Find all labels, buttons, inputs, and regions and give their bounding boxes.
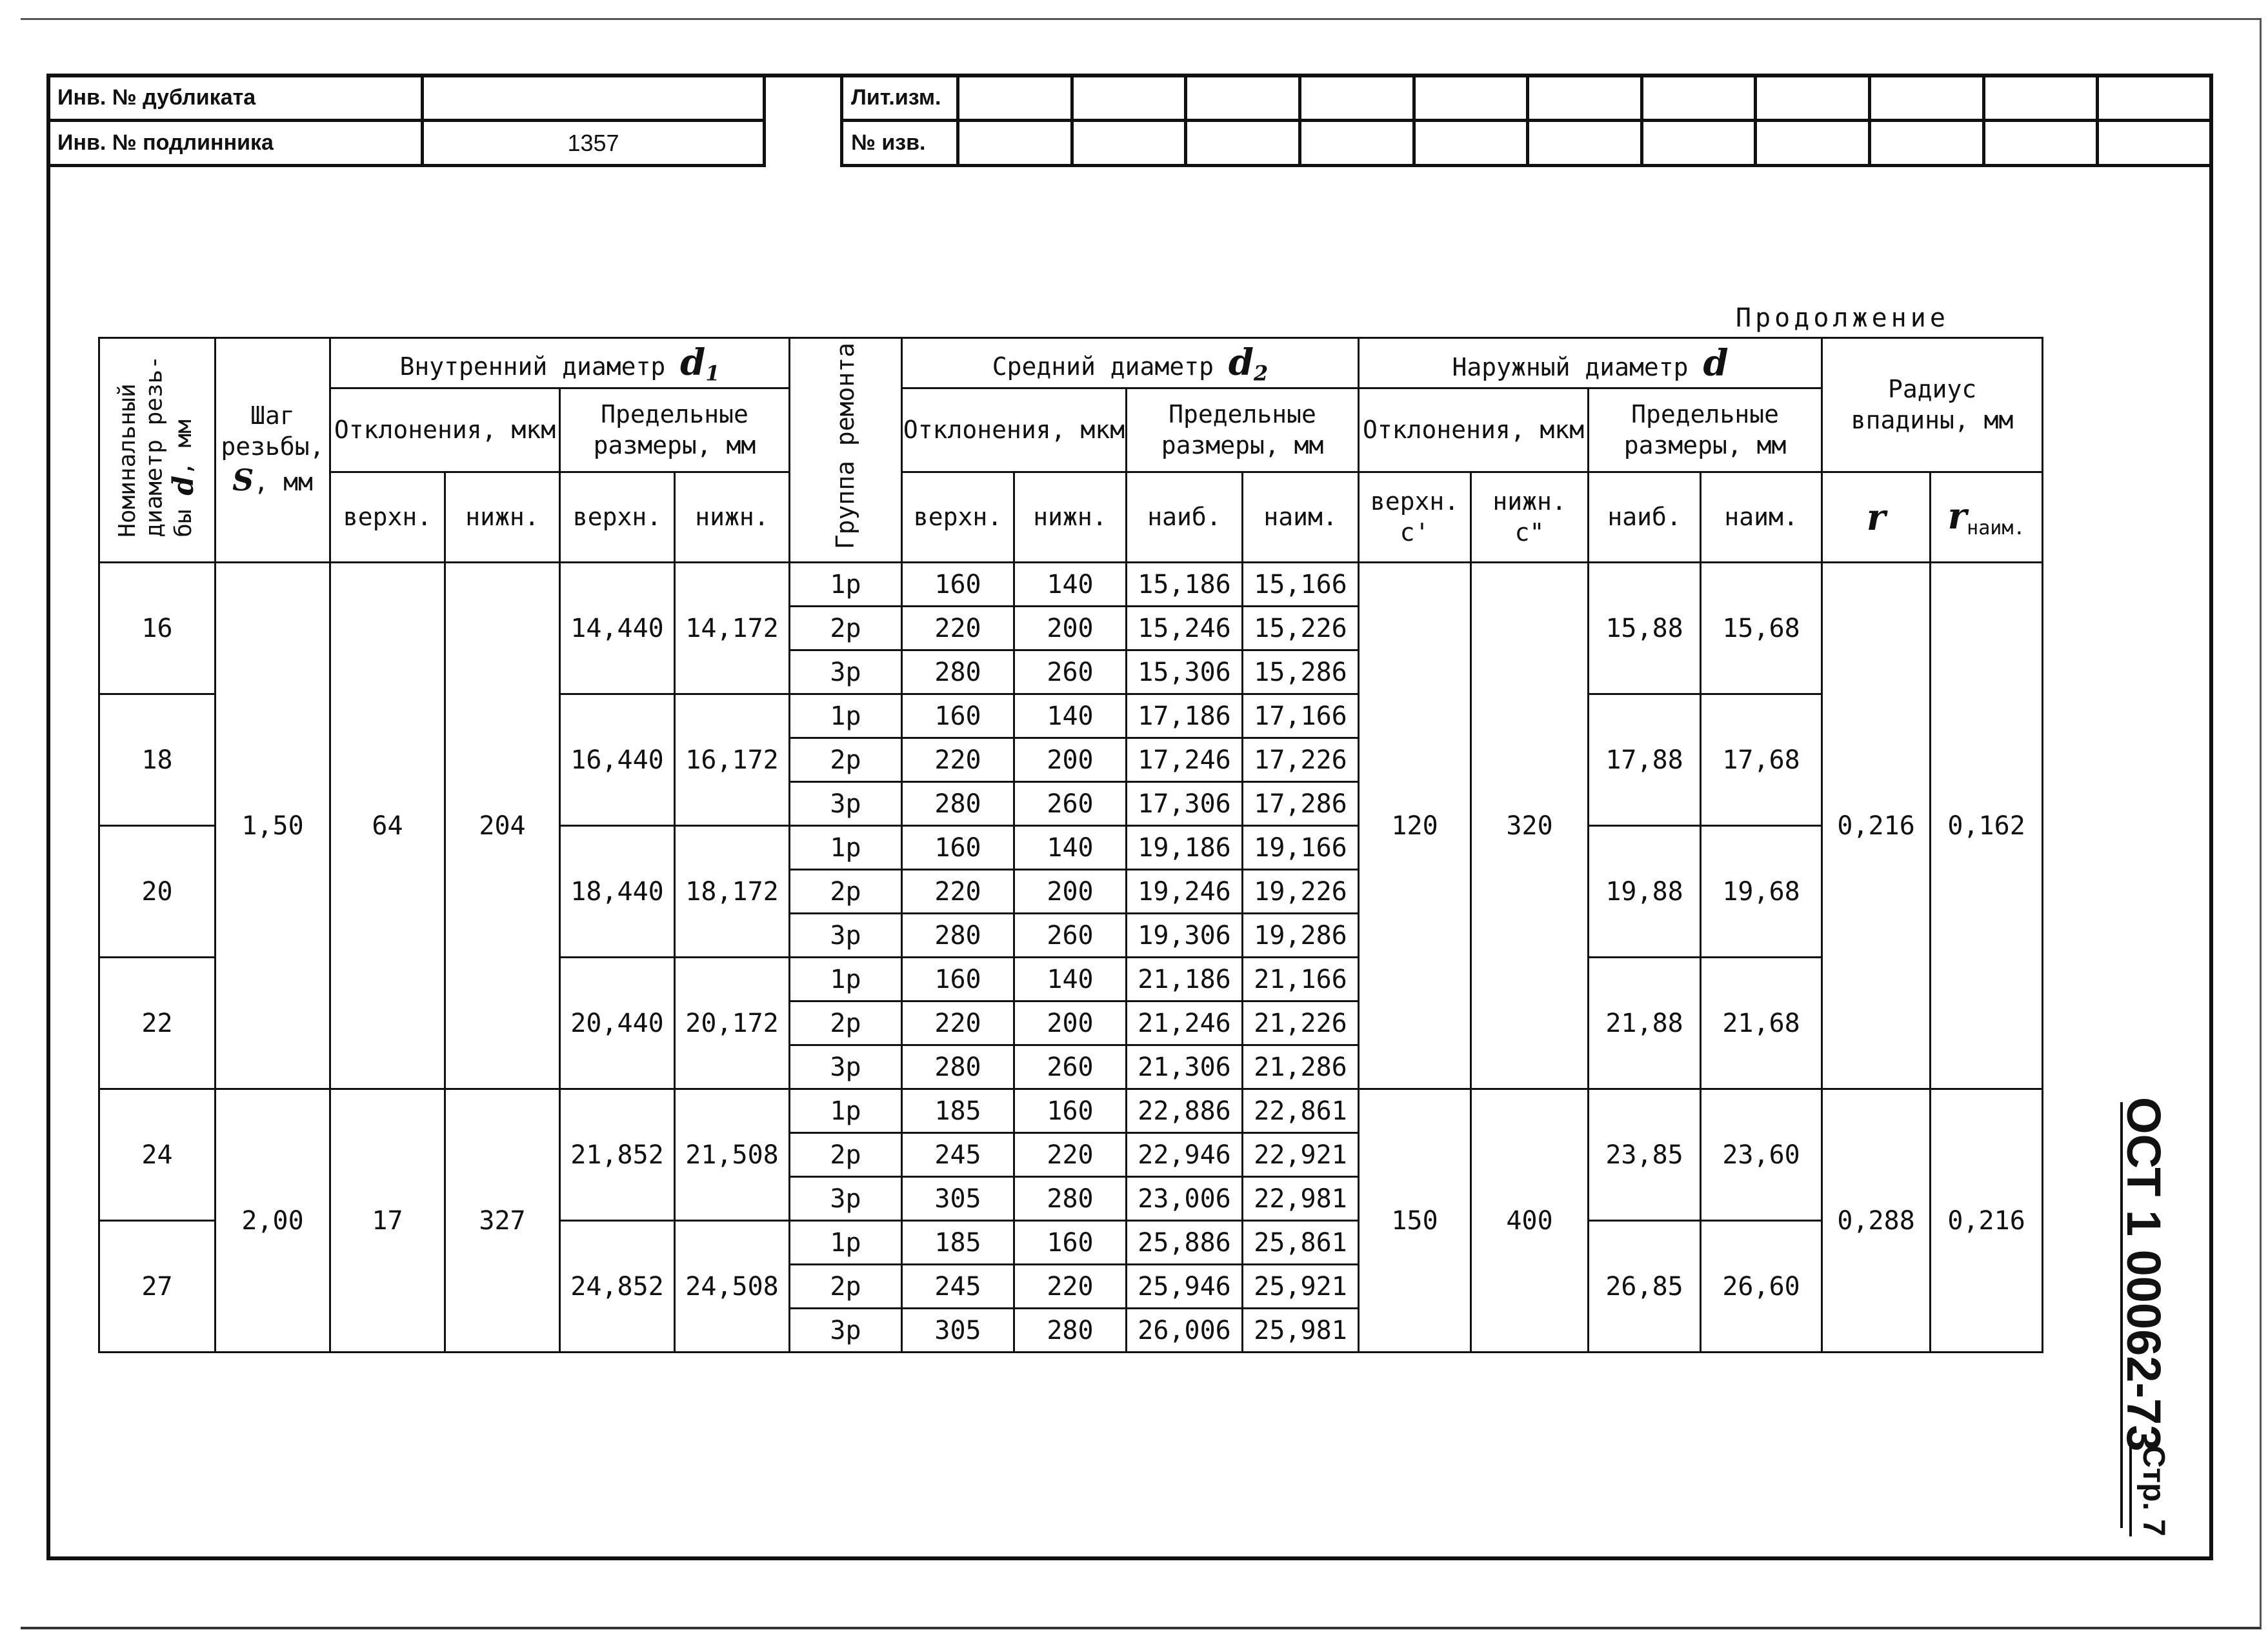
stamp-cell [1756, 75, 1870, 121]
middle-min-cell: 15,286 [1243, 650, 1359, 694]
document-code: ОСТ 1 00062-73 [2117, 1097, 2171, 1452]
middle-max-cell: 17,246 [1127, 738, 1243, 782]
middle-deviations-header: Отклонения, мкм [902, 388, 1127, 472]
inner-lower-limit-cell: 24,508 [675, 1221, 790, 1353]
middle-lower-dev-header: нижн. [1014, 472, 1127, 563]
stamp-cell [1072, 121, 1186, 166]
outer-max-cell: 19,88 [1589, 826, 1701, 958]
middle-lower-dev-cell: 140 [1014, 958, 1127, 1001]
radius-rmin-subscript: наим. [1967, 517, 2025, 540]
outer-max-cell: 21,88 [1589, 958, 1701, 1089]
radius-r-header [1822, 472, 1931, 563]
middle-max-cell: 17,306 [1127, 782, 1243, 826]
middle-lower-dev-cell: 200 [1014, 1001, 1127, 1045]
inner-upper-limit-cell: 18,440 [560, 826, 675, 958]
middle-min-cell: 19,166 [1243, 826, 1359, 870]
stamp-cell [1641, 75, 1756, 121]
middle-max-cell: 22,886 [1127, 1089, 1243, 1133]
outer-limits-header: Предельные размеры, мм [1589, 388, 1822, 472]
middle-diameter-subscript: 2 [1254, 361, 1269, 386]
middle-min-cell: 21,166 [1243, 958, 1359, 1001]
nominal-symbol: d [166, 475, 200, 496]
nominal-diameter-cell: 16 [99, 563, 216, 694]
repair-group-cell: 2р [790, 1133, 902, 1177]
stamp-cell [1186, 121, 1300, 166]
inner-diameter-header [330, 338, 790, 388]
middle-upper-dev-cell: 160 [902, 563, 1014, 607]
middle-min-cell: 22,981 [1243, 1177, 1359, 1221]
middle-max-cell: 23,006 [1127, 1177, 1243, 1221]
nominal-diameter-cell: 20 [99, 826, 216, 958]
stamp-cell [958, 121, 1072, 166]
middle-max-cell: 21,186 [1127, 958, 1243, 1001]
middle-min-cell: 25,921 [1243, 1265, 1359, 1309]
inner-diameter-title: Внутренний диаметр [399, 352, 666, 381]
middle-upper-dev-cell: 305 [902, 1177, 1014, 1221]
outer-max-cell: 15,88 [1589, 563, 1701, 694]
middle-lower-dev-cell: 140 [1014, 694, 1127, 738]
inner-lower-limit-cell: 14,172 [675, 563, 790, 694]
original-inventory-label: Инв. № подлинника [48, 121, 423, 166]
middle-min-cell: 15,166 [1243, 563, 1359, 607]
repair-group-header [790, 338, 902, 563]
stamp-cell [1300, 121, 1414, 166]
middle-lower-dev-cell: 260 [1014, 914, 1127, 958]
middle-max-cell: 25,886 [1127, 1221, 1243, 1265]
repair-group-cell: 2р [790, 738, 902, 782]
repair-group-cell: 1р [790, 1089, 902, 1133]
outer-upper-dev-cell: 120 [1359, 563, 1471, 1089]
repair-group-cell: 3р [790, 914, 902, 958]
middle-max-cell: 17,186 [1127, 694, 1243, 738]
inner-upper-dev-cell: 17 [330, 1089, 445, 1353]
outer-min-cell: 19,68 [1701, 826, 1822, 958]
outer-max-cell: 17,88 [1589, 694, 1701, 826]
middle-lower-dev-cell: 220 [1014, 1133, 1127, 1177]
radius-rmin-cell: 0,162 [1931, 563, 2043, 1089]
repair-group-cell: 1р [790, 1221, 902, 1265]
middle-upper-dev-cell: 280 [902, 782, 1014, 826]
stamp-cell [1528, 75, 1642, 121]
outer-min-cell: 26,60 [1701, 1221, 1822, 1353]
stamp-cell [1983, 121, 2098, 166]
middle-min-cell: 21,286 [1243, 1045, 1359, 1089]
outer-min-cell: 15,68 [1701, 563, 1822, 694]
inner-diameter-symbol: d [680, 341, 706, 384]
middle-lower-dev-cell: 260 [1014, 782, 1127, 826]
nominal-diameter-cell: 24 [99, 1089, 216, 1221]
middle-diameter-title: Средний диаметр [992, 352, 1214, 381]
notice-number-label: № изв. [842, 121, 958, 166]
inner-upper-limit-cell: 21,852 [560, 1089, 675, 1221]
inner-upper-limit-header: верхн. [560, 472, 675, 563]
middle-limits-header: Предельные размеры, мм [1127, 388, 1359, 472]
middle-lower-dev-cell: 260 [1014, 650, 1127, 694]
inner-lower-dev-cell: 204 [445, 563, 560, 1089]
middle-max-cell: 15,306 [1127, 650, 1243, 694]
repair-group-text: Группа ремонта [830, 343, 859, 550]
nominal-header-line2: диаметр резь- [141, 355, 168, 538]
middle-upper-dev-cell: 160 [902, 826, 1014, 870]
middle-min-cell: 17,226 [1243, 738, 1359, 782]
continuation-label: Продолжение [1736, 303, 1949, 333]
middle-lower-dev-cell: 200 [1014, 870, 1127, 914]
middle-min-header: наим. [1243, 472, 1359, 563]
middle-max-cell: 19,306 [1127, 914, 1243, 958]
table-row [99, 1089, 2043, 1133]
middle-min-cell: 19,226 [1243, 870, 1359, 914]
inner-lower-dev-cell: 327 [445, 1089, 560, 1353]
outer-upper-dev-cell: 150 [1359, 1089, 1471, 1353]
outer-min-cell: 17,68 [1701, 694, 1822, 826]
middle-min-cell: 15,226 [1243, 607, 1359, 650]
pitch-symbol: S [232, 463, 254, 498]
outer-max-cell: 23,85 [1589, 1089, 1701, 1221]
middle-upper-dev-cell: 245 [902, 1133, 1014, 1177]
thread-table [98, 337, 2043, 1353]
stamp-cell [1300, 75, 1414, 121]
middle-lower-dev-cell: 200 [1014, 607, 1127, 650]
middle-lower-dev-cell: 140 [1014, 826, 1127, 870]
stamp-cell [1414, 75, 1528, 121]
middle-upper-dev-cell: 305 [902, 1309, 1014, 1353]
duplicate-inventory-value [423, 75, 765, 121]
repair-group-cell: 2р [790, 870, 902, 914]
repair-group-cell: 1р [790, 694, 902, 738]
radius-header: Радиус впадины, мм [1822, 338, 2043, 472]
pitch-unit: , мм [254, 468, 313, 497]
inner-lower-limit-cell: 21,508 [675, 1089, 790, 1221]
middle-upper-dev-cell: 280 [902, 650, 1014, 694]
stamp-cell [1870, 75, 1984, 121]
inventory-stamp [46, 74, 766, 167]
radius-r-cell: 0,216 [1822, 563, 1931, 1089]
stamp-cell [1528, 121, 1642, 166]
stamp-cell [2098, 121, 2212, 166]
stamp-cell [1186, 75, 1300, 121]
middle-max-cell: 15,246 [1127, 607, 1243, 650]
middle-max-cell: 21,246 [1127, 1001, 1243, 1045]
stamp-cell [1641, 121, 1756, 166]
outer-diameter-header [1359, 338, 1822, 388]
duplicate-inventory-label: Инв. № дубликата [48, 75, 423, 121]
repair-group-cell: 3р [790, 650, 902, 694]
middle-upper-dev-cell: 220 [902, 870, 1014, 914]
middle-max-header: наиб. [1127, 472, 1243, 563]
middle-lower-dev-cell: 160 [1014, 1221, 1127, 1265]
pitch-header-text: Шаг резьбы, [221, 401, 325, 461]
middle-upper-dev-header: верхн. [902, 472, 1014, 563]
pitch-header [216, 338, 330, 563]
middle-lower-dev-cell: 280 [1014, 1309, 1127, 1353]
outer-max-header: наиб. [1589, 472, 1701, 563]
middle-upper-dev-cell: 220 [902, 1001, 1014, 1045]
middle-min-cell: 19,286 [1243, 914, 1359, 958]
middle-max-cell: 15,186 [1127, 563, 1243, 607]
repair-group-cell: 3р [790, 1045, 902, 1089]
middle-max-cell: 22,946 [1127, 1133, 1243, 1177]
stamp-cell [1072, 75, 1186, 121]
nominal-diameter-header [99, 338, 216, 563]
nominal-diameter-cell: 22 [99, 958, 216, 1089]
outer-max-cell: 26,85 [1589, 1221, 1701, 1353]
inner-upper-limit-cell: 24,852 [560, 1221, 675, 1353]
stamp-cell [1756, 121, 1870, 166]
middle-min-cell: 21,226 [1243, 1001, 1359, 1045]
stamp-cell [1983, 75, 2098, 121]
document-page: Стр. 7 [2129, 1445, 2171, 1536]
repair-group-cell: 3р [790, 1177, 902, 1221]
middle-lower-dev-cell: 280 [1014, 1177, 1127, 1221]
middle-upper-dev-cell: 280 [902, 1045, 1014, 1089]
thread-table-body [99, 563, 2043, 1353]
inner-lower-limit-cell: 18,172 [675, 826, 790, 958]
change-stamp [840, 74, 2213, 167]
middle-lower-dev-cell: 220 [1014, 1265, 1127, 1309]
repair-group-cell: 2р [790, 1265, 902, 1309]
repair-group-cell: 1р [790, 563, 902, 607]
outer-lower-dev-cell: 320 [1471, 563, 1589, 1089]
outer-diameter-symbol: d [1703, 341, 1729, 385]
radius-r-cell: 0,288 [1822, 1089, 1931, 1353]
middle-min-cell: 22,861 [1243, 1089, 1359, 1133]
middle-max-cell: 26,006 [1127, 1309, 1243, 1353]
middle-min-cell: 17,286 [1243, 782, 1359, 826]
change-letter-label: Лит.изм. [842, 75, 958, 121]
middle-upper-dev-cell: 185 [902, 1221, 1014, 1265]
repair-group-cell: 2р [790, 607, 902, 650]
repair-group-cell: 1р [790, 826, 902, 870]
middle-lower-dev-cell: 160 [1014, 1089, 1127, 1133]
pitch-cell: 1,50 [216, 563, 330, 1089]
middle-upper-dev-cell: 220 [902, 607, 1014, 650]
middle-min-cell: 22,921 [1243, 1133, 1359, 1177]
radius-rmin-header [1931, 472, 2043, 563]
outer-min-cell: 21,68 [1701, 958, 1822, 1089]
middle-upper-dev-cell: 185 [902, 1089, 1014, 1133]
middle-upper-dev-cell: 160 [902, 694, 1014, 738]
table-row [99, 563, 2043, 607]
middle-min-cell: 25,861 [1243, 1221, 1359, 1265]
radius-rmin-cell: 0,216 [1931, 1089, 2043, 1353]
nominal-diameter-cell: 18 [99, 694, 216, 826]
middle-upper-dev-cell: 245 [902, 1265, 1014, 1309]
radius-rmin-symbol: r [1947, 495, 1967, 538]
middle-diameter-symbol: d [1228, 341, 1254, 384]
inner-limits-header: Предельные размеры, мм [560, 388, 790, 472]
outer-lower-dev-header: нижн. с" [1471, 472, 1589, 563]
outer-min-cell: 23,60 [1701, 1089, 1822, 1221]
inner-upper-dev-header: верхн. [330, 472, 445, 563]
repair-group-cell: 3р [790, 1309, 902, 1353]
middle-lower-dev-cell: 140 [1014, 563, 1127, 607]
outer-upper-dev-header: верхн. с' [1359, 472, 1471, 563]
middle-diameter-header [902, 338, 1359, 388]
inner-lower-dev-header: нижн. [445, 472, 560, 563]
stamp-cell [2098, 75, 2212, 121]
inner-lower-limit-cell: 16,172 [675, 694, 790, 826]
radius-r-symbol: r [1866, 496, 1886, 539]
inner-upper-limit-cell: 16,440 [560, 694, 675, 826]
middle-min-cell: 25,981 [1243, 1309, 1359, 1353]
middle-upper-dev-cell: 220 [902, 738, 1014, 782]
middle-upper-dev-cell: 280 [902, 914, 1014, 958]
middle-max-cell: 21,306 [1127, 1045, 1243, 1089]
nominal-header-line3: бы [170, 509, 197, 538]
inner-lower-limit-header: нижн. [675, 472, 790, 563]
outer-lower-dev-cell: 400 [1471, 1089, 1589, 1353]
outer-min-header: наим. [1701, 472, 1822, 563]
stamp-cell [1414, 121, 1528, 166]
repair-group-cell: 2р [790, 1001, 902, 1045]
inner-deviations-header: Отклонения, мкм [330, 388, 560, 472]
nominal-diameter-cell: 27 [99, 1221, 216, 1353]
middle-lower-dev-cell: 260 [1014, 1045, 1127, 1089]
nominal-header-line1: Номинальный [114, 383, 141, 538]
repair-group-cell: 3р [790, 782, 902, 826]
nominal-unit: , мм [170, 419, 197, 476]
stamp-cell [958, 75, 1072, 121]
middle-min-cell: 17,166 [1243, 694, 1359, 738]
inner-diameter-subscript: 1 [705, 361, 720, 386]
middle-max-cell: 19,246 [1127, 870, 1243, 914]
pitch-cell: 2,00 [216, 1089, 330, 1353]
middle-upper-dev-cell: 160 [902, 958, 1014, 1001]
middle-max-cell: 19,186 [1127, 826, 1243, 870]
inner-upper-limit-cell: 20,440 [560, 958, 675, 1089]
repair-group-cell: 1р [790, 958, 902, 1001]
middle-max-cell: 25,946 [1127, 1265, 1243, 1309]
outer-diameter-title: Наружный диаметр [1452, 352, 1689, 381]
original-inventory-value: 1357 [423, 121, 765, 166]
middle-lower-dev-cell: 200 [1014, 738, 1127, 782]
inner-upper-limit-cell: 14,440 [560, 563, 675, 694]
stamp-cell [1870, 121, 1984, 166]
outer-deviations-header: Отклонения, мкм [1359, 388, 1589, 472]
inner-lower-limit-cell: 20,172 [675, 958, 790, 1089]
inner-upper-dev-cell: 64 [330, 563, 445, 1089]
